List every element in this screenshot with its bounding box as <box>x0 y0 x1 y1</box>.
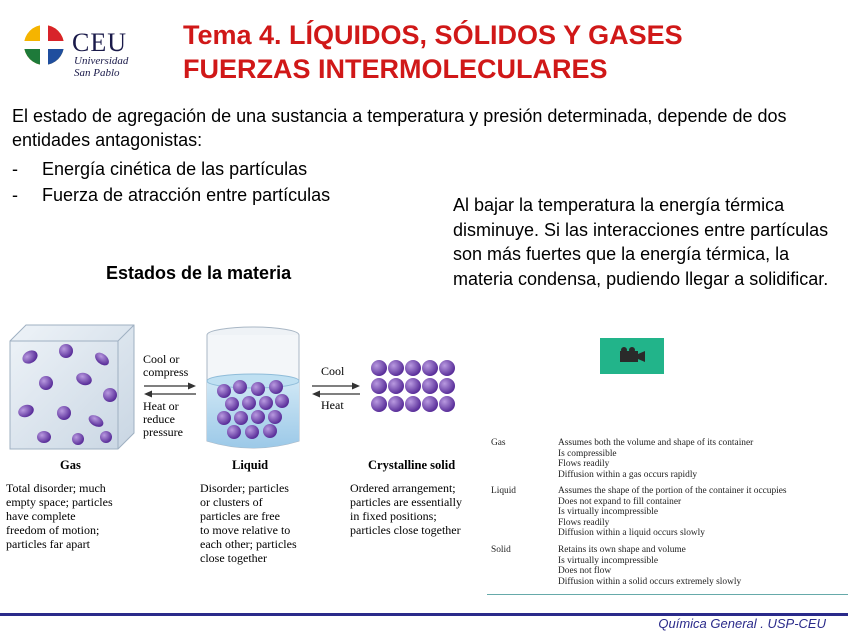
liquid-description-line: or clusters of <box>200 495 263 509</box>
table-state-label: Solid <box>491 545 511 555</box>
liquid-description-line: close together <box>200 551 267 565</box>
logo-subtitle <box>74 55 128 79</box>
bullet-item <box>12 156 330 182</box>
table-state-label: Liquid <box>491 486 516 496</box>
liquid-description-line: each other; particles <box>200 537 297 551</box>
solid-description-line: particles close together <box>350 523 461 537</box>
bullet-item <box>12 182 330 208</box>
logo-name: CEU <box>72 28 127 57</box>
bullet-marker: - <box>12 159 18 179</box>
ceu-logo-cross-icon <box>23 24 65 66</box>
table-prop: Flows readily <box>558 459 610 470</box>
logo-subtitle-line1: Universidad <box>74 55 129 67</box>
table-state-props <box>558 438 848 480</box>
double-arrow-icon <box>310 381 362 399</box>
arrow1-bottom-line: reduce <box>143 412 175 426</box>
table-prop: Diffusion within a gas occurs rapidly <box>558 469 698 480</box>
table-prop: Is compressible <box>558 448 617 459</box>
liquid-description-line: Disorder; particles <box>200 481 289 495</box>
gas-description-line: empty space; particles <box>6 495 113 509</box>
liquid-description <box>200 481 297 565</box>
liquid-description-line: to move relative to <box>200 523 291 537</box>
gas-description-line: freedom of motion; <box>6 523 100 537</box>
gas-description-line: Total disorder; much <box>6 481 106 495</box>
table-state-label: Gas <box>491 438 506 448</box>
table-prop: Diffusion within a liquid occurs slowly <box>558 528 705 539</box>
arrow1-top-line: compress <box>143 365 189 379</box>
crystalline-solid-illustration <box>370 359 460 417</box>
movie-camera-icon[interactable] <box>600 338 664 374</box>
table-prop: Is virtually incompressible <box>558 555 658 566</box>
footer-text: Química General . USP-CEU <box>658 616 826 631</box>
states-of-matter-figure <box>0 315 488 575</box>
gas-description <box>6 481 113 551</box>
solid-description-line: in fixed positions; <box>350 509 437 523</box>
arrow2-bottom-label: Heat <box>321 398 344 412</box>
movie-camera-glyph <box>600 338 664 374</box>
title-line1: Tema 4. LÍQUIDOS, SÓLIDOS Y GASES <box>183 20 683 50</box>
table-prop: Retains its own shape and volume <box>558 545 686 555</box>
solid-heading: Crystalline solid <box>368 458 456 472</box>
table-state-props <box>558 486 848 539</box>
bullet-text: Energía cinética de las partículas <box>42 159 308 179</box>
arrow1-bottom-line: pressure <box>143 425 183 439</box>
solid-description-line: Ordered arrangement; <box>350 481 456 495</box>
condensation-explanation: Al bajar la temperatura la energía térmica disminuye. Si las interacciones entre partículas son más fuertes que la energía térmica, la materia condensa, pudiendo llegar a solidificar. <box>453 195 829 289</box>
gas-description-line: particles far apart <box>6 537 90 551</box>
slide-title <box>183 18 683 86</box>
title-line2: FUERZAS INTERMOLECULARES <box>183 54 608 84</box>
table-prop: Diffusion within a solid occurs extremely slowly <box>558 576 742 587</box>
bullet-list <box>12 156 330 208</box>
table-prop: Does not flow <box>558 566 612 577</box>
table-prop: Does not expand to fill container <box>558 496 682 507</box>
table-prop: Assumes the shape of the portion of the container it occupies <box>558 486 787 496</box>
figure-heading: Estados de la materia <box>106 263 292 283</box>
liquid-heading: Liquid <box>232 458 269 472</box>
liquid-beaker-illustration <box>202 323 304 455</box>
arrow1-bottom-label <box>143 400 183 439</box>
table-state-props <box>558 545 848 587</box>
arrow1-top-line: Cool or <box>143 352 180 366</box>
table-prop: Is virtually incompressible <box>558 507 658 518</box>
gas-heading: Gas <box>60 458 81 472</box>
arrow1-top-label <box>143 353 188 379</box>
solid-description <box>350 481 462 537</box>
table-prop: Assumes both the volume and shape of its container <box>558 438 754 448</box>
table-prop: Flows readily <box>558 517 610 528</box>
table-bottom-rule <box>487 594 848 595</box>
gas-description-line: have complete <box>6 509 76 523</box>
arrow2-top-label: Cool <box>321 364 345 378</box>
bullet-marker: - <box>12 185 18 205</box>
liquid-description-line: particles are free <box>200 509 280 523</box>
intro-text: El estado de agregación de una sustancia a temperatura y presión determinada, depende de dos entidades antagonistas: <box>12 106 787 150</box>
solid-description-line: particles are essentially <box>350 495 462 509</box>
gas-box-illustration <box>6 321 138 453</box>
logo-subtitle-line2: San Pablo <box>74 67 120 79</box>
double-arrow-icon <box>142 381 198 399</box>
arrow1-bottom-line: Heat or <box>143 399 179 413</box>
bullet-text: Fuerza de atracción entre partículas <box>42 185 331 205</box>
